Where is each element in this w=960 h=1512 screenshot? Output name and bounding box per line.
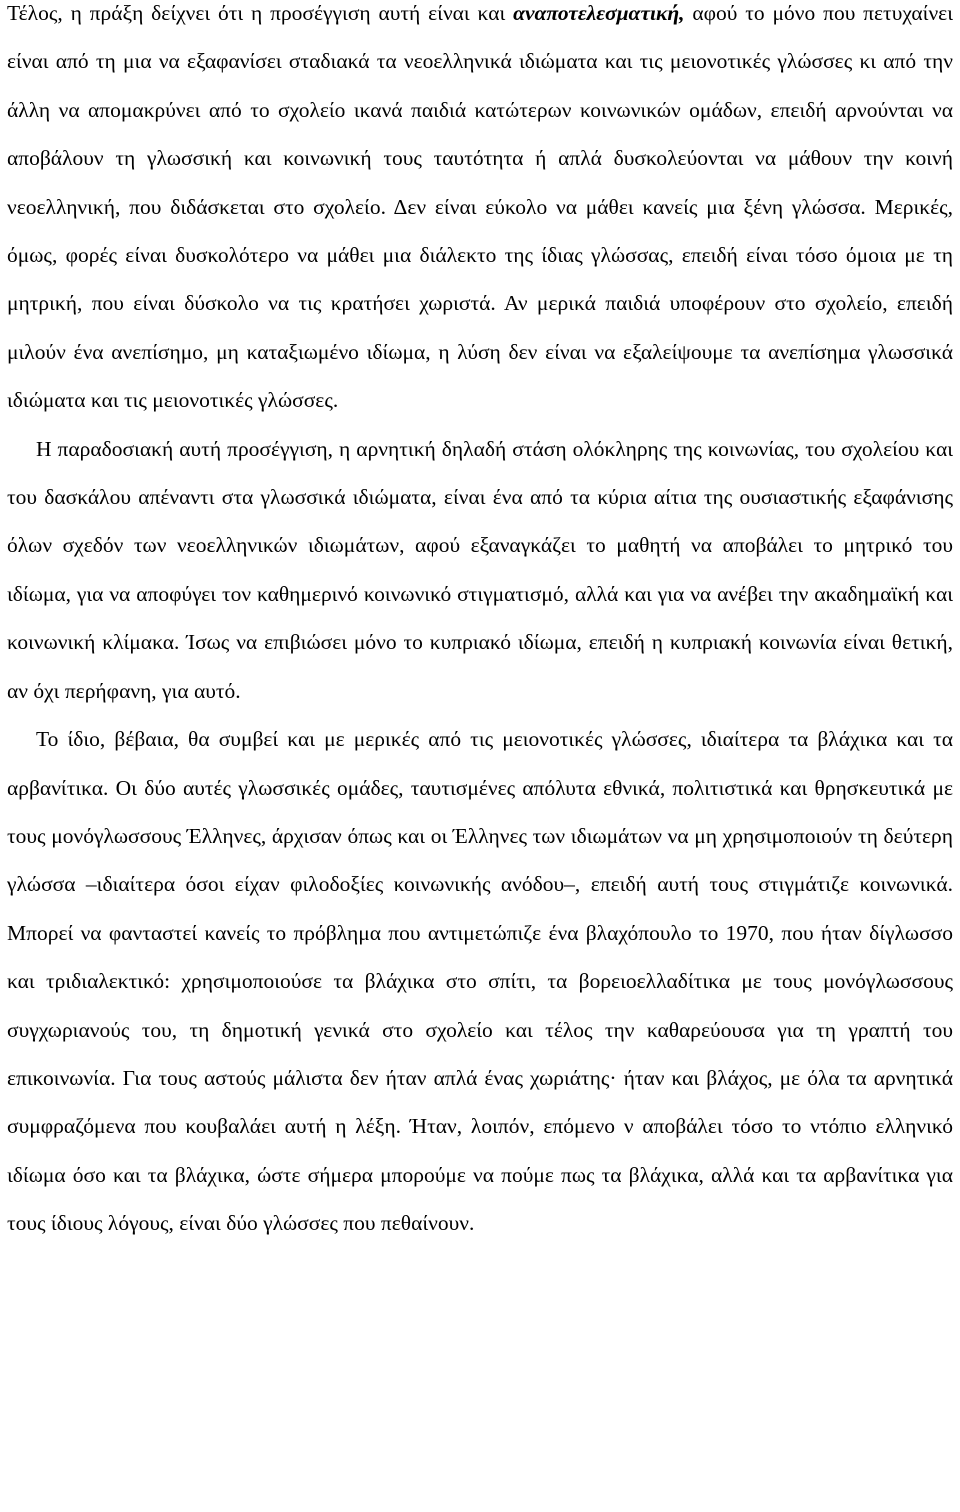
paragraph-3: Το ίδιο, βέβαια, θα συμβεί και με μερικές από τις μειονοτικές γλώσσες, ιδιαίτερα τα βλάχικα και τα αρβανίτικα. Οι δύο αυτές γλωσσικές ομάδες, ταυτισμένες απόλυτα εθνικά, πολιτιστικά και θρησκευτικά με τους μονόγλωσσους Έλληνες, άρχισαν όπως και οι Έλληνες των ιδιωμάτων να μη χρησιμοποιούν τη δεύτερη γλώσσα –ιδιαίτερα όσοι είχαν φιλοδοξίες κοινωνικής ανόδου–, επειδή αυτή τους στιγμάτιζε κοινωνικά. Μπορεί να φανταστεί κανείς το πρόβλημα που αντιμετώπιζε ένα βλαχόπουλο το 1970, που ήταν δίγλωσσο και τριδιαλεκτικό: χρησιμοποιούσε τα βλάχικα στο σπίτι, τα βορειοελλαδίτικα με τους μονόγλωσσους συγχωριανούς του, τη δημοτική γενικά στο σχολείο και τέλος την καθαρεύουσα για τη γραπτή του επικοινωνία. Για τους αστούς μάλιστα δεν ήταν απλά ένας χωριάτης· ήταν και βλάχος, με όλα τα αρνητικά συμφραζόμενα που κουβαλάει αυτή η λέξη. Ήταν, λοιπόν, επόμενο ν αποβάλει τόσο το ντόπιο ελληνικό ιδίωμα όσο και τα βλάχικα, ώστε σήμερα μπορούμε να πούμε πως τα βλάχικα, αλλά και τα αρβανίτικα για τους ίδιους λόγους, είναι δύο γλώσσες που πεθαίνουν. — [7, 727, 953, 1236]
paragraph-2: Η παραδοσιακή αυτή προσέγγιση, η αρνητική δηλαδή στάση ολόκληρης της κοινωνίας, του σχολείου και του δασκάλου απέναντι στα γλωσσικά ιδιώματα, είναι ένα από τα κύρια αίτια της ουσιαστικής εξαφάνισης όλων σχεδόν των νεοελληνικών ιδιωμάτων, αφού εξαναγκάζει το μαθητή να αποβάλει το μητρικό του ιδίωμα, για να αποφύγει τον καθημερινό κοινωνικό στιγματισμό, αλλά και για να ανέβει την ακαδημαϊκή και κοινωνική κλίμακα. Ίσως να επιβιώσει μόνο το κυπριακό ιδίωμα, επειδή η κυπριακή κοινωνία είναι θετική, αν όχι περήφανη, για αυτό. — [7, 436, 953, 703]
emphasis-ineffective: αναποτελεσματική, — [513, 1, 685, 25]
paragraph-1-start: Τέλος, η πράξη δείχνει ότι η προσέγγιση αυτή είναι και — [7, 1, 514, 25]
paragraph-1-rest: αφού το μόνο που πετυχαίνει είναι από τη μια να εξαφανίσει σταδιακά τα νεοελληνικά ιδιώματα και τις μειονοτικές γλώσσες κι από την άλλη να απομακρύνει από το σχολείο ικανά παιδιά κατώτερων κοινωνικών ομάδων, επειδή αρνούνται να αποβάλουν τη γλωσσική και κοινωνική τους ταυτότητα ή απλά δυσκολεύονται να μάθουν την κοινή νεοελληνική, που διδάσκεται στο σχολείο. Δεν είναι εύκολο να μάθει κανείς μια ξένη γλώσσα. Μερικές, όμως, φορές είναι δυσκολότερο να μάθει μια διάλεκτο της ίδιας γλώσσας, επειδή είναι τόσο όμοια με τη μητρική, που είναι δύσκολο να τις κρατήσει χωριστά. Αν μερικά παιδιά υποφέρουν στο σχολείο, επειδή μιλούν ένα ανεπίσημο, μη καταξιωμένο ιδίωμα, η λύση δεν είναι να εξαλείψουμε τα ανεπίσημα γλωσσικά ιδιώματα και τις μειονοτικές γλώσσες. — [7, 1, 953, 413]
paragraph-1 — [7, 0, 953, 425]
